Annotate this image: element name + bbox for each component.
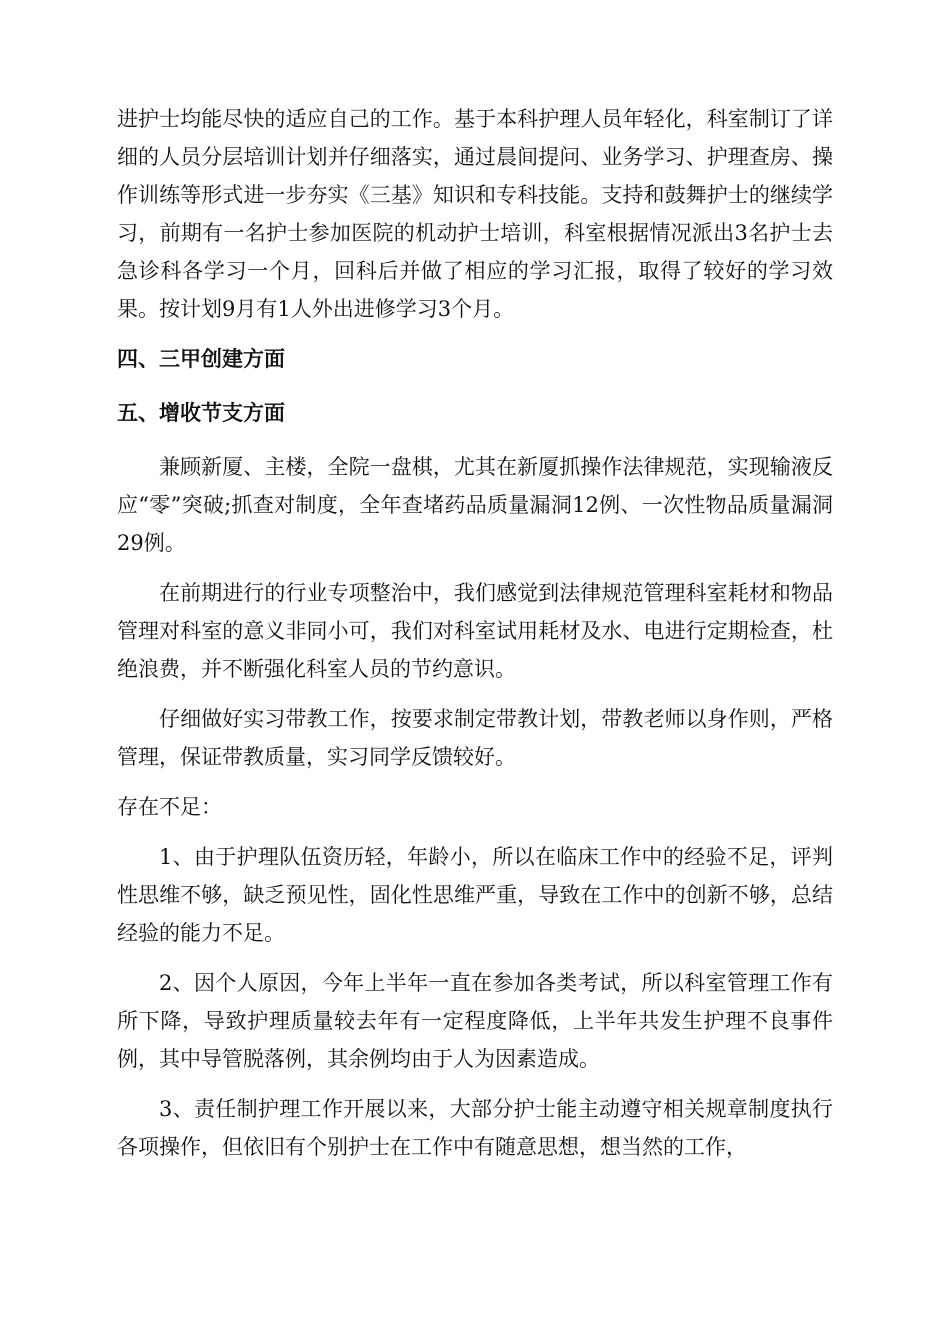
shortcoming-item-2: 2、因个人原因，今年上半年一直在参加各类考试，所以科室管理工作有所下降，导致护理质量较去年有一定程度降低，上半年共发生护理不良事件例，其中导管脱落例，其余例均由于人为因素造成。 bbox=[117, 971, 833, 1071]
document-page bbox=[117, 100, 833, 1178]
shortcoming-item-3: 3、责任制护理工作开展以来，大部分护士能主动遵守相关规章制度执行各项操作，但依旧有个别护士在工作中有随意思想，想当然的工作， bbox=[117, 1097, 833, 1159]
paragraph-teaching: 仔细做好实习带教工作，按要求制定带教计划，带教老师以身作则，严格管理，保证带教质量，实习同学反馈较好。 bbox=[117, 707, 833, 769]
paragraph-cost-2: 在前期进行的行业专项整治中，我们感觉到法律规范管理科室耗材和物品管理对科室的意义非同小可，我们对科室试用耗材及水、电进行定期检查，杜绝浪费，并不断强化科室人员的节约意识。 bbox=[117, 581, 833, 681]
shortcoming-item-1: 1、由于护理队伍资历轻，年龄小，所以在临床工作中的经验不足，评判性思维不够，缺乏预见性，固化性思维严重，导致在工作中的创新不够，总结经验的能力不足。 bbox=[117, 845, 833, 945]
section-heading-4: 四、三甲创建方面 bbox=[117, 346, 285, 371]
section-heading-5: 五、增收节支方面 bbox=[117, 400, 285, 425]
shortcomings-label: 存在不足： bbox=[117, 795, 222, 819]
paragraph-training: 进护士均能尽快的适应自己的工作。基于本科护理人员年轻化，科室制订了详细的人员分层培训计划并仔细落实，通过晨间提问、业务学习、护理查房、操作训练等形式进一步夯实《三基》知识和专科技能。支持和鼓舞护士的继续学习，前期有一名护士参加医院的机动护士培训，科室根据情况派出3名护士去急诊科各学习一个月，回科后并做了相应的学习汇报，取得了较好的学习效果。按计划9月有1人外出进修学习3个月。 bbox=[117, 107, 833, 321]
paragraph-cost-1: 兼顾新厦、主楼，全院一盘棋，尤其在新厦抓操作法律规范，实现输液反应“零”突破;抓查对制度，全年查堵药品质量漏洞12例、一次性物品质量漏洞29例。 bbox=[117, 455, 833, 555]
